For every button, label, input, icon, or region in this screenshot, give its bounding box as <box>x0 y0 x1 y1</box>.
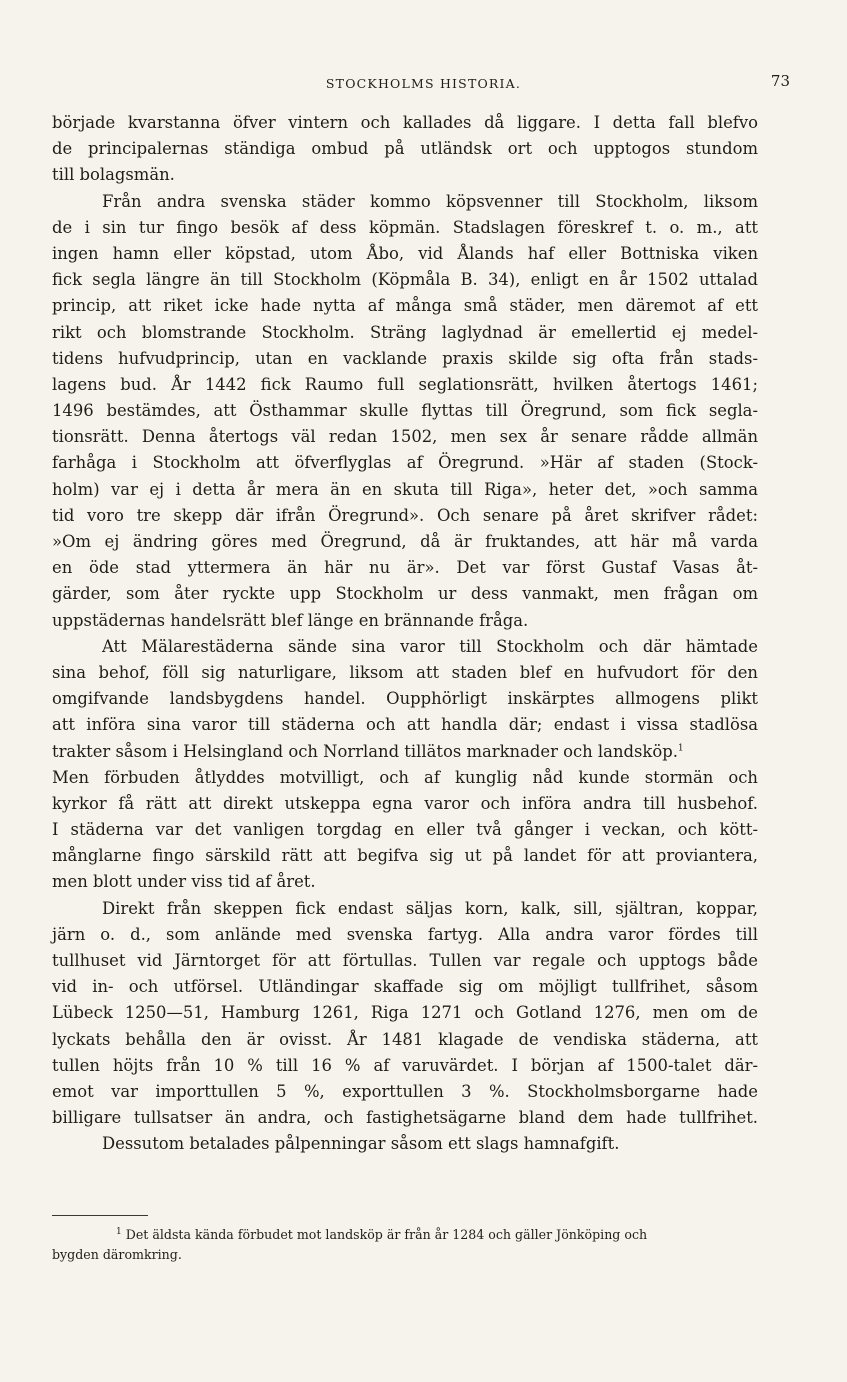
text-line-content: omgifvande landsbygdens handel. Oupphörligt inskärptes allmogens plikt <box>52 689 758 709</box>
text-line <box>52 817 758 843</box>
footnotes <box>52 1225 758 1265</box>
text-line <box>52 320 758 346</box>
text-line <box>52 241 758 267</box>
text-line <box>52 424 758 450</box>
text-line-content: holm) var ej i detta år mera än en skuta till Riga», heter det, »och samma <box>52 479 758 499</box>
text-line <box>52 660 758 686</box>
text-line <box>52 398 758 424</box>
text-line <box>52 372 758 398</box>
text-line <box>52 1105 758 1131</box>
page-number: 73 <box>770 72 790 90</box>
text-line-content: Lübeck 1250—51, Hamburg 1261, Riga 1271 och Gotland 1276, men om de <box>52 1003 758 1023</box>
text-line <box>52 477 758 503</box>
text-line-content: kyrkor få rätt att direkt utskeppa egna varor och införa andra till husbehof. <box>52 793 758 813</box>
text-line <box>52 136 758 162</box>
text-line-content: Att Mälarestäderna sände sina varor till Stockholm och där hämtade <box>102 636 758 656</box>
text-line <box>52 686 758 712</box>
text-line-content: tid voro tre skepp där ifrån Öregrund». Och senare på året skrifver rådet: <box>52 505 758 525</box>
text-line <box>52 608 758 634</box>
text-line-content: tionsrätt. Denna återtogs väl redan 1502, men sex år senare rådde allmän <box>52 427 758 447</box>
text-line-content: »Om ej ändring göres med Öregrund, då är fruktandes, att här må varda <box>52 532 758 551</box>
text-line <box>52 1053 758 1079</box>
text-line <box>52 110 758 136</box>
text-line-content: rikt och blomstrande Stockholm. Sträng laglydnad är emellertid ej medel- <box>52 322 758 342</box>
text-line <box>52 450 758 476</box>
footnote-line <box>52 1245 758 1265</box>
text-line <box>52 791 758 817</box>
text-line <box>52 843 758 869</box>
text-line <box>52 869 758 895</box>
text-line-content: trakter såsom i Helsingland och Norrland tillätos marknader och landsköp. <box>52 741 678 761</box>
text-line <box>52 765 758 791</box>
text-line-content: lyckats behålla den är ovisst. År 1481 klagade de vendiska städerna, att <box>52 1029 758 1049</box>
text-line <box>52 215 758 241</box>
text-line-content: sina behof, föll sig naturligare, liksom att staden blef en hufvudort för den <box>52 662 758 682</box>
text-line <box>52 346 758 372</box>
text-line-content: farhåga i Stockholm att öfverflyglas af Öregrund. »Här af staden (Stock- <box>52 453 758 473</box>
text-line-content: Från andra svenska städer kommo köpsvenner till Stockholm, liksom <box>102 191 758 211</box>
text-line-content: Men förbuden åtlyddes motvilligt, och af kunglig nåd kunde stormän och <box>52 767 758 787</box>
footnote-text: Det äldsta kända förbudet mot landsköp är från år 1284 och gäller Jönköping och <box>125 1227 648 1242</box>
text-line <box>52 634 758 660</box>
text-line <box>52 1131 758 1157</box>
text-line-content: ingen hamn eller köpstad, utom Åbo, vid Ålands haf eller Bottniska viken <box>52 243 758 263</box>
text-line <box>52 739 758 765</box>
text-line-content: men blott under viss tid af året. <box>52 872 316 892</box>
text-line-content: en öde stad yttermera än här nu är». Det var först Gustaf Vasas åt- <box>52 558 758 578</box>
text-line-content: järn o. d., som anlände med svenska fartyg. Alla andra varor fördes till <box>52 924 758 944</box>
text-line <box>52 162 758 188</box>
running-head <box>0 72 847 94</box>
text-line-content: Direkt från skeppen fick endast säljas korn, kalk, sill, själtran, koppar, <box>102 898 758 918</box>
text-line-content: de i sin tur fingo besök af dess köpmän. Stadslagen föreskref t. o. m., att <box>52 217 758 237</box>
text-line-content: tullen höjts från 10 % till 16 % af varuvärdet. I början af 1500-talet där- <box>52 1055 758 1075</box>
text-line <box>52 896 758 922</box>
text-line-content: princip, att riket icke hade nytta af många små städer, men däremot af ett <box>52 296 758 316</box>
text-line-content: Dessutom betalades pålpenningar såsom ett slags hamnafgift. <box>102 1134 620 1154</box>
footnote-ref: 1 <box>677 743 684 754</box>
text-line <box>52 922 758 948</box>
text-line <box>52 293 758 319</box>
text-line-content: emot var importtullen 5 %, exporttullen 3 %. Stockholmsborgarne hade <box>52 1081 758 1101</box>
text-line-content: I städerna var det vanligen torgdag en eller två gånger i veckan, och kött- <box>52 820 758 840</box>
text-line <box>52 1079 758 1105</box>
footnote-marker: 1 <box>116 1226 122 1237</box>
text-line-content: billigare tullsatser än andra, och fastighetsägarne bland dem hade tullfrihet. <box>52 1108 758 1128</box>
text-line <box>52 267 758 293</box>
text-line-content: fick segla längre än till Stockholm (Köpmåla B. 34), enligt en år 1502 uttalad <box>52 270 758 290</box>
text-line <box>52 503 758 529</box>
text-line-content: att införa sina varor till städerna och att handla där; endast i vissa stadlösa <box>52 715 758 735</box>
text-line-content: vid in- och utförsel. Utländingar skaffade sig om möjligt tullfrihet, såsom <box>52 977 758 997</box>
footnote-rule <box>52 1215 148 1216</box>
text-line <box>52 529 758 555</box>
running-title: STOCKHOLMS HISTORIA. <box>325 76 522 91</box>
text-line-content: tidens hufvudprincip, utan en vacklande praxis skilde sig ofta från stads- <box>52 348 758 368</box>
text-line <box>52 189 758 215</box>
footnote-line <box>52 1225 758 1245</box>
text-line <box>52 974 758 1000</box>
text-line-content: 1496 bestämdes, att Östhammar skulle flyttas till Öregrund, som fick segla- <box>52 401 758 421</box>
text-line <box>52 712 758 738</box>
text-line-content: uppstädernas handelsrätt blef länge en brännande fråga. <box>52 610 529 630</box>
text-line <box>52 1027 758 1053</box>
text-line <box>52 555 758 581</box>
text-line <box>52 581 758 607</box>
body-text <box>52 110 758 1158</box>
text-line-content: började kvarstanna öfver vintern och kallades då liggare. I detta fall blefvo <box>52 113 758 132</box>
footnote-text: bygden däromkring. <box>52 1247 182 1262</box>
text-line-content: de principalernas ständiga ombud på utländsk ort och upptogos stundom <box>52 139 758 159</box>
text-line-content: gärder, som åter ryckte upp Stockholm ur dess vanmakt, men frågan om <box>52 584 758 604</box>
text-line <box>52 948 758 974</box>
text-line-content: tullhuset vid Järntorget för att förtullas. Tullen var regale och upptogs både <box>52 951 758 970</box>
text-line-content: lagens bud. År 1442 fick Raumo full seglationsrätt, hvilken återtogs 1461; <box>52 374 758 394</box>
text-line-content: till bolagsmän. <box>52 165 175 185</box>
text-line-content: månglarne fingo särskild rätt att begifva sig ut på landet för att proviantera, <box>52 846 758 866</box>
text-line <box>52 1000 758 1026</box>
